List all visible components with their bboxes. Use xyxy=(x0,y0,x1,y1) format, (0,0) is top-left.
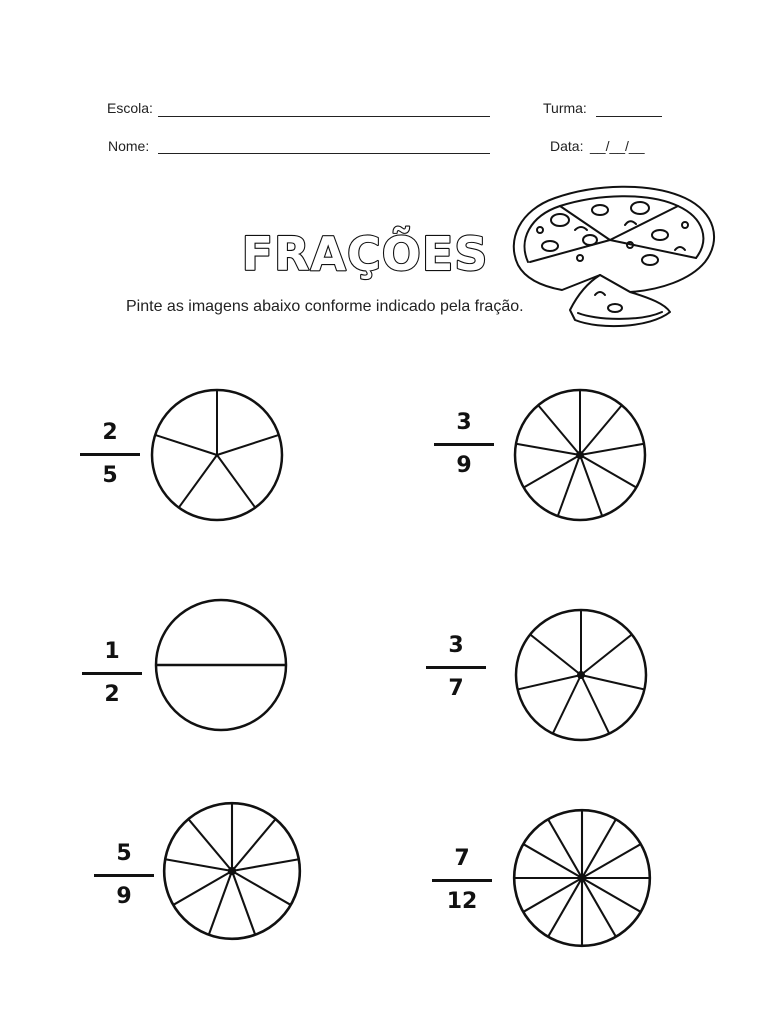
name-field[interactable] xyxy=(158,153,490,154)
fraction-label xyxy=(434,410,494,479)
fraction-circle[interactable] xyxy=(510,806,654,950)
fraction-numerator: 3 xyxy=(456,410,472,435)
fraction-denominator: 2 xyxy=(104,682,120,707)
fraction-circle[interactable] xyxy=(511,386,649,524)
name-label: Nome: xyxy=(108,138,150,154)
fraction-numerator: 7 xyxy=(454,846,470,871)
page-title xyxy=(241,224,489,284)
date-label: Data: xyxy=(550,138,584,154)
fraction-numerator: 2 xyxy=(102,420,118,445)
fraction-label xyxy=(94,841,154,910)
date-field[interactable]: __/__/__ xyxy=(590,138,645,154)
fraction-denominator: 7 xyxy=(448,676,464,701)
fraction-bar xyxy=(94,874,154,877)
center-dot xyxy=(577,671,585,679)
fraction-circle[interactable] xyxy=(160,799,304,943)
fraction-label xyxy=(426,633,486,702)
fraction-denominator: 5 xyxy=(102,463,118,488)
fraction-bar xyxy=(82,672,142,675)
fraction-bar xyxy=(80,453,140,456)
fraction-circle[interactable] xyxy=(152,596,290,734)
school-field[interactable] xyxy=(158,116,490,117)
fraction-denominator: 12 xyxy=(446,889,478,914)
fraction-label xyxy=(432,846,492,915)
fraction-denominator: 9 xyxy=(456,453,472,478)
class-label: Turma: xyxy=(543,100,587,116)
fraction-numerator: 3 xyxy=(448,633,464,658)
page-title-text: FRAÇÕES xyxy=(241,227,489,281)
pizza-icon xyxy=(500,180,725,332)
fraction-bar xyxy=(434,443,494,446)
fraction-denominator: 9 xyxy=(116,884,132,909)
fraction-circle[interactable] xyxy=(512,606,650,744)
center-dot xyxy=(228,867,236,875)
center-dot xyxy=(576,451,584,459)
fraction-label xyxy=(82,639,142,708)
fraction-label xyxy=(80,420,140,489)
center-dot xyxy=(578,874,586,882)
fraction-bar xyxy=(432,879,492,882)
fraction-circle[interactable] xyxy=(148,386,286,524)
fraction-numerator: 1 xyxy=(104,639,120,664)
school-label: Escola: xyxy=(107,100,153,116)
fraction-bar xyxy=(426,666,486,669)
class-field[interactable] xyxy=(596,116,662,117)
instruction-text: Pinte as imagens abaixo conforme indicado pela fração. xyxy=(126,298,524,315)
fraction-numerator: 5 xyxy=(116,841,132,866)
